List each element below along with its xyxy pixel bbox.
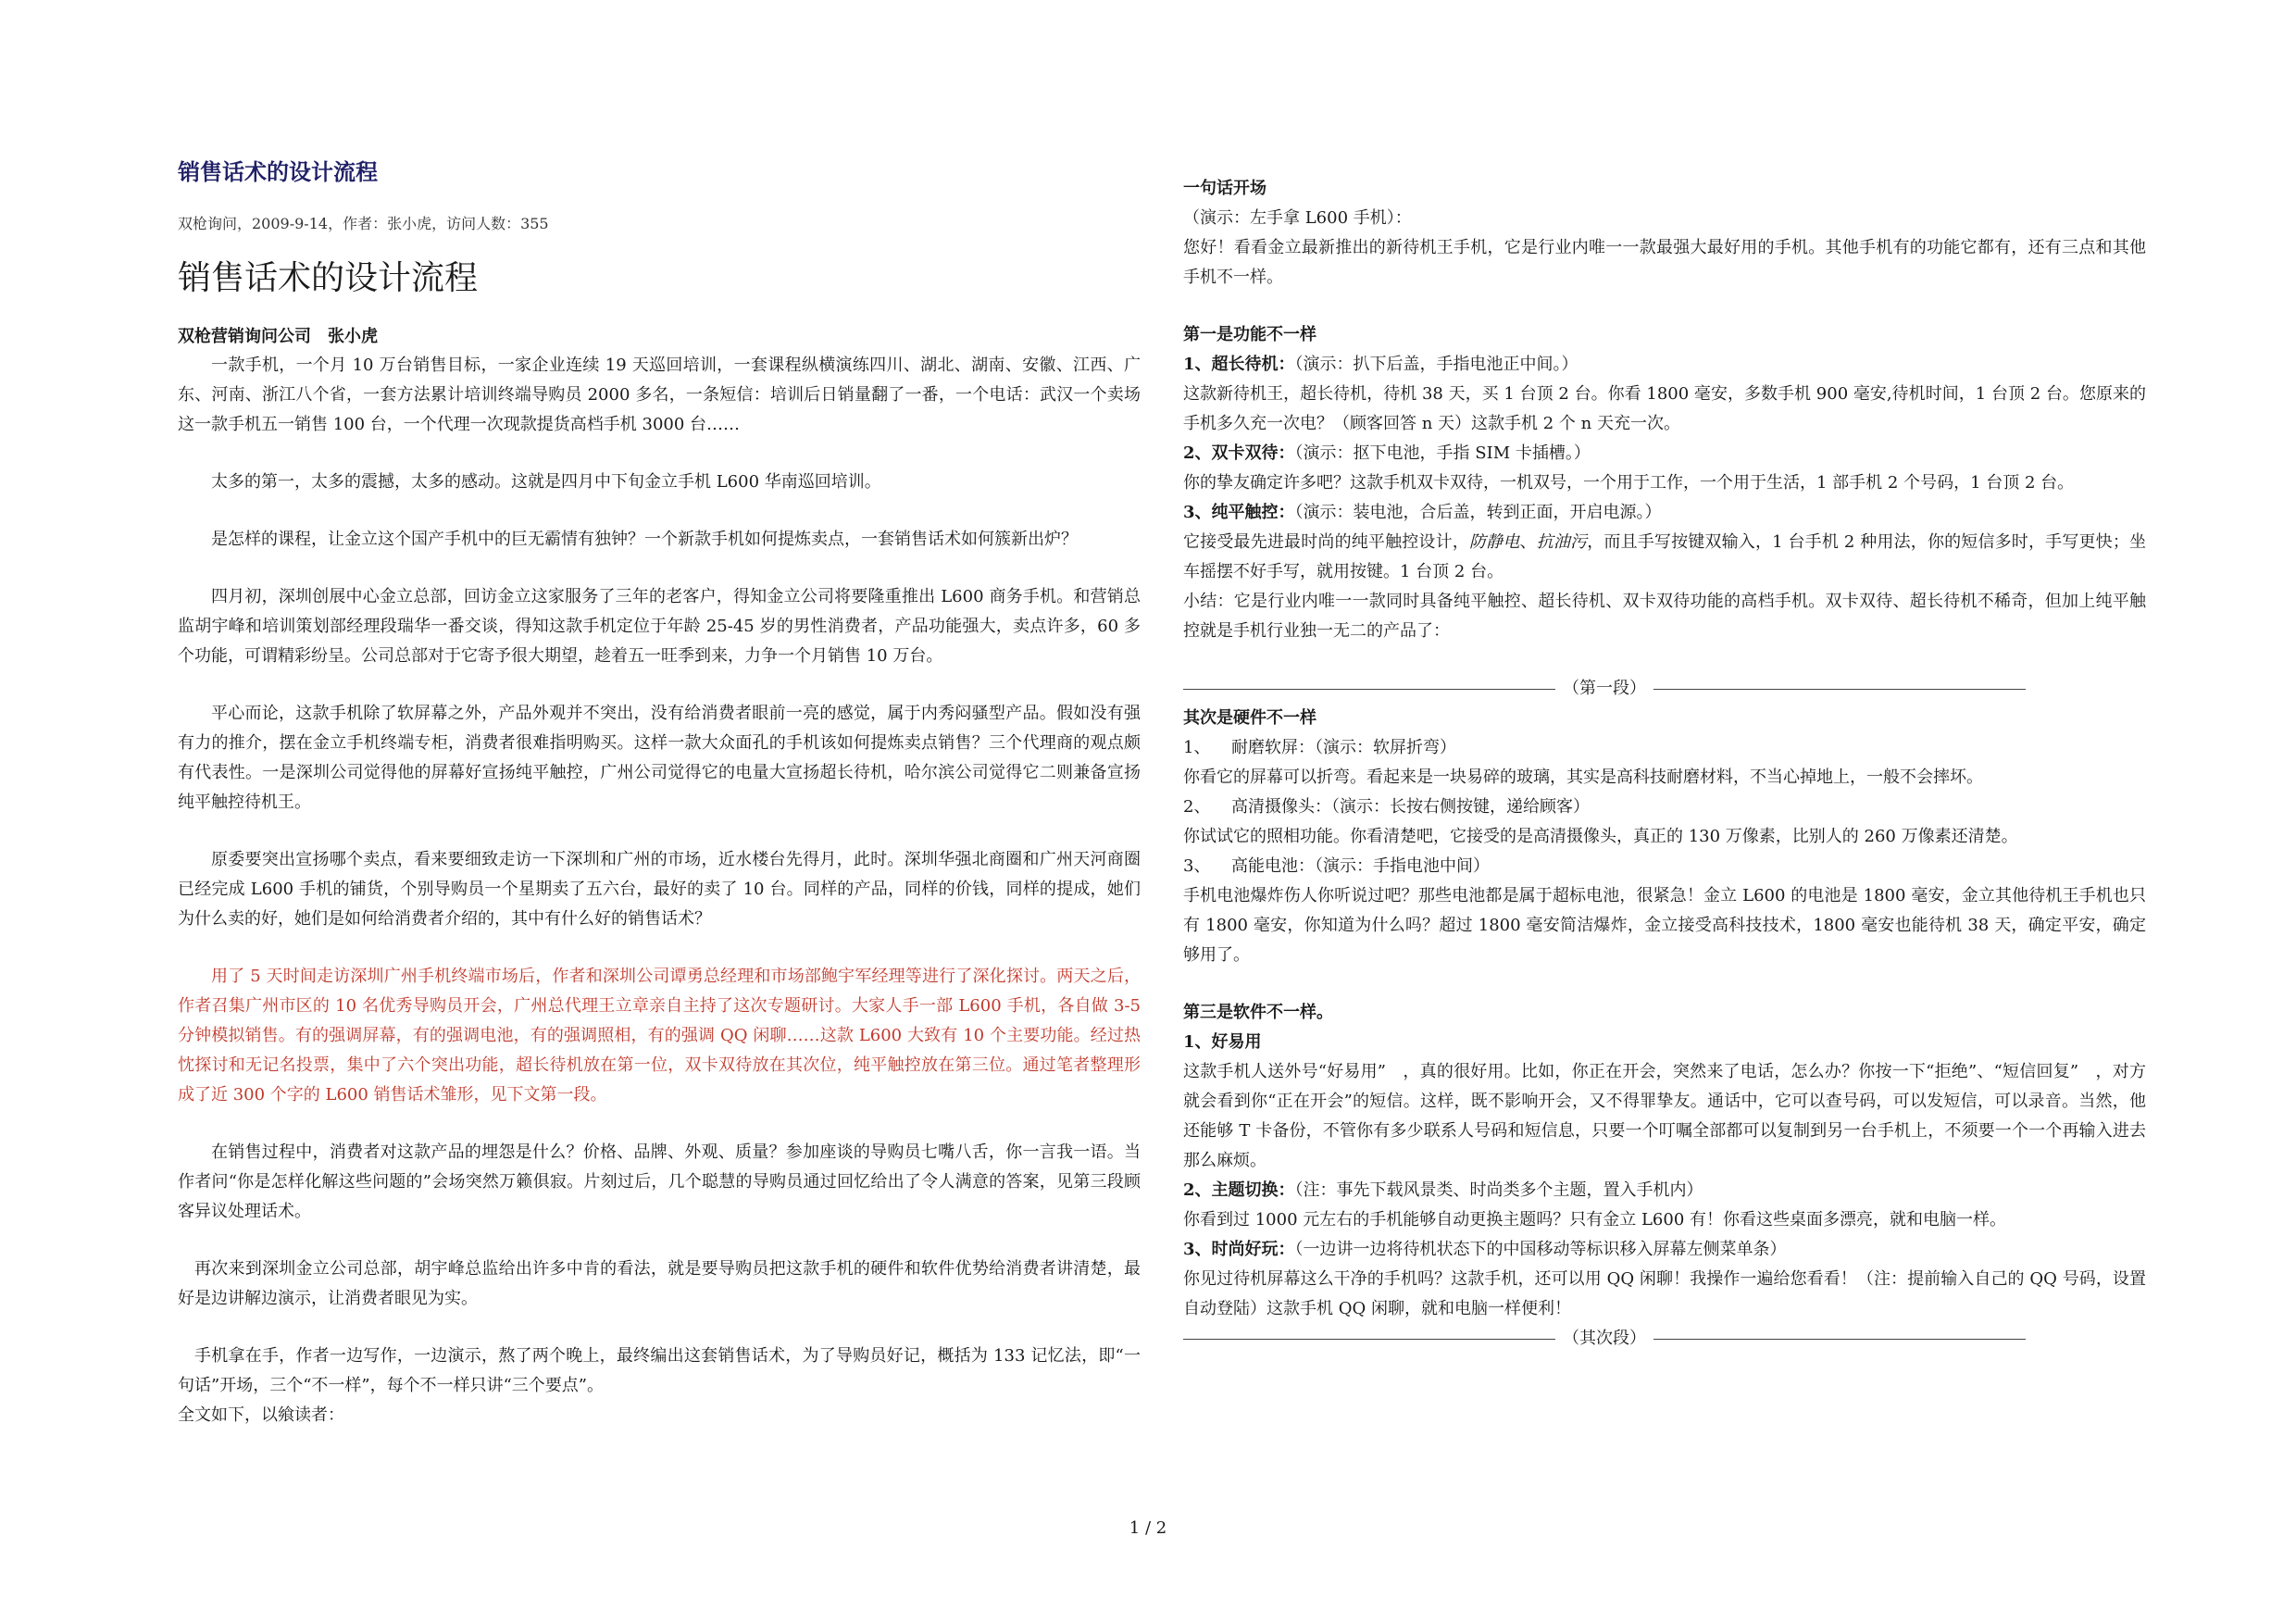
right-column: [1183, 174, 2146, 1354]
section-1-item-3-text: 它接受最先进最时尚的纯平触控设计，防静电、抗油污，而且手写按键双输入，1 台手机 2 种用法，你的短信多时，手写更快；坐车摇摆不好手写，就用按键。1 台顶 2 台。: [1183, 532, 2147, 581]
section-1-summary: 小结：它是行业内唯一一款同时具备纯平触控、超长待机、双卡双待功能的高档手机。双卡双待、超长待机不稀奇，但加上纯平触控就是手机行业独一无二的产品了：: [1183, 592, 2146, 641]
section-divider: [1183, 674, 2026, 704]
paragraph-5: 平心而论，这款手机除了软屏幕之外，产品外观并不突出，没有给消费者眼前一亮的感觉，属于内秀闷骚型产品。假如没有强有力的推介，摆在金立手机终端专柜，消费者很难指明购买。这样一款大众面孔的手机该如何提炼卖点销售？三个代理商的观点颇有代表性。一是深圳公司觉得他的屏幕好宣扬纯平触控，广州公司觉得它的电量大宣扬超长待机，哈尔滨公司觉得它二则兼备宣扬纯平触控待机王。: [178, 704, 1141, 812]
item-label: 3、时尚好玩：: [1183, 1240, 1295, 1259]
divider-label: （第一段）: [1563, 679, 1646, 698]
paragraph-1: 一款手机，一个月 10 万台销售目标，一家企业连续 19 天巡回培训，一套课程纵横演练四川、湖北、湖南、安徽、江西、广东、河南、浙江八个省，一套方法累计培训终端导购员 2000 多名，一条短信：培训后日销量翻了一番，一个电话：武汉一个卖场这一款手机五一销售 100 台，一个代理一次现款提货高档手机 3000 台……: [178, 356, 1141, 434]
section-2-item-3: 3、 高能电池：（演示：手指电池中间）: [1183, 856, 1490, 876]
item-demo: （注：事先下载风景类、时尚类多个主题，置入手机内）: [1294, 1180, 1703, 1200]
opening-demo: （演示：左手拿 L600 手机）：: [1183, 208, 1412, 228]
italic-phrase: 抗油污: [1536, 532, 1588, 552]
section-3-item-3-text: 你见过待机屏幕这么干净的手机吗？这款手机，还可以用 QQ 闲聊！我操作一遍给您看看！（注：提前输入自己的 QQ 号码，设置自动登陆）这款手机 QQ 闲聊，就和电脑一样便利！: [1183, 1269, 2146, 1318]
section-2-item-3-text: 手机电池爆炸伤人你听说过吧？那些电池都是属于超标电池，很紧急！金立 L600 的电池是 1800 毫安，金立其他待机王手机也只有 1800 毫安，你知道为什么吗？超过 1800 毫安简洁爆炸，金立接受高科技技术，1800 毫安也能待机 38 天，确定平安，确定够用了。: [1183, 886, 2146, 965]
item-label: 2、双卡双待：: [1183, 443, 1295, 463]
opening-text: 您好！看看金立最新推出的新待机王手机，它是行业内唯一一款最强大最好用的手机。其他手机有的功能它都有，还有三点和其他手机不一样。: [1183, 238, 2146, 287]
paragraph-7-highlight: 用了 5 天时间走访深圳广州手机终端市场后，作者和深圳公司谭勇总经理和市场部鲍宇军经理等进行了深化探讨。两天之后，作者召集广州市区的 10 名优秀导购员开会，广州总代理王立章亲自主持了这次专题研讨。大家人手一部 L600 手机，各自做 3-5 分钟模拟销售。有的强调屏幕，有的强调电池，有的强调照相，有的强调 QQ 闲聊……这款 L600 大致有 10 个主要功能。经过热忱探讨和无记名投票，集中了六个突出功能，超长待机放在第一位，双卡双待放在其次位，纯平触控放在第三位。通过笔者整理形成了近 300 个字的 L600 销售话术雏形，见下文第一段。: [178, 967, 1141, 1105]
item-demo: （演示：扒下后盖，手指电池正中间。）: [1294, 355, 1578, 374]
opening-heading: 一句话开场: [1183, 179, 1267, 198]
divider-label: （其次段）: [1563, 1329, 1646, 1348]
italic-phrase: 防静电: [1468, 532, 1520, 552]
section-1-item-2-text: 你的挚友确定许多吧？这款手机双卡双待，一机双号，一个用于工作，一个用于生活，1 部手机 2 个号码，1 台顶 2 台。: [1183, 473, 2075, 493]
paragraph-4: 四月初，深圳创展中心金立总部，回访金立这家服务了三年的老客户，得知金立公司将要隆重推出 L600 商务手机。和营销总监胡宇峰和培训策划部经理段瑞华一番交谈，得知这款手机定位于年龄 25-45 岁的男性消费者，产品功能强大，卖点许多，60 多个功能，可谓精彩纷呈。公司总部对于它寄予很大期望，趁着五一旺季到来，力争一个月销售 10 万台。: [178, 587, 1141, 666]
section-1-item-1-text: 这款新待机王，超长待机，待机 38 天，买 1 台顶 2 台。你看 1800 毫安，多数手机 900 毫安,待机时间，1 台顶 2 台。您原来的手机多久充一次电？（顾客回答 n 天）这款手机 2 个 n 天充一次。: [1183, 384, 2146, 433]
section-2-item-1: 1、 耐磨软屏：（演示：软屏折弯）: [1183, 738, 1456, 757]
paragraph-10: 手机拿在手，作者一边写作，一边演示，熬了两个晚上，最终编出这套销售话术，为了导购员好记，概括为 133 记忆法，即“一句话”开场，三个“不一样”，每个不一样只讲“三个要点”。: [178, 1346, 1141, 1395]
paragraph-6: 原委要突出宣扬哪个卖点，看来要细致走访一下深圳和广州的市场，近水楼台先得月，此时。深圳华强北商圈和广州天河商圈已经完成 L600 手机的铺货，个别导购员一个星期卖了五六台，最好的卖了 10 台。同样的产品，同样的价钱，同样的提成，她们为什么卖的好，她们是如何给消费者介绍的，其中有什么好的销售话术？: [178, 850, 1141, 929]
paragraph-11: 全文如下，以飨读者：: [178, 1405, 344, 1425]
section-3-item-2-text: 你看到过 1000 元左右的手机能够自动更换主题吗？只有金立 L600 有！你看这些桌面多漂亮，就和电脑一样。: [1183, 1210, 2007, 1230]
section-divider: [1183, 1324, 2026, 1354]
article-head-title: 销售话术的设计流程: [178, 158, 378, 185]
section-2-item-1-text: 你看它的屏幕可以折弯。看起来是一块易碎的玻璃，其实是高科技耐磨材料，不当心掉地上，一般不会摔坏。: [1183, 768, 1983, 787]
item-demo: （一边讲一边将待机状态下的中国移动等标识移入屏幕左侧菜单条）: [1294, 1240, 1787, 1259]
paragraph-2: 太多的第一，太多的震撼，太多的感动。这就是四月中下旬金立手机 L600 华南巡回培训。: [211, 472, 881, 492]
paragraph-3: 是怎样的课程，让金立这个国产手机中的巨无霸情有独钟？一个新款手机如何提炼卖点，一套销售话术如何簇新出炉？: [211, 530, 1078, 549]
section-3-item-2: [1183, 1176, 2146, 1205]
item-label: 3、纯平触控：: [1183, 503, 1295, 522]
article-meta: 双枪询问，2009-9-14，作者：张小虎，访问人数：355: [178, 215, 549, 232]
section-3-item-3: [1183, 1235, 2146, 1265]
section-2-item-2-text: 你试试它的照相功能。你看清楚吧，它接受的是高清摄像头，真正的 130 万像素，比别人的 260 万像素还清楚。: [1183, 827, 2018, 846]
section-3-item-1-label: 1、好易用: [1183, 1032, 1262, 1052]
page-number: 1 / 2: [1129, 1518, 1167, 1538]
section-1-item-3: [1183, 498, 2146, 528]
section-3-item-1-text: 这款手机人送外号“好易用” ，真的很好用。比如，你正在开会，突然来了电话，怎么办？你按一下“拒绝”、“短信回复” ，对方就会看到你“正在开会”的短信。这样，既不影响开会，又不得罪挚友。通话中，它可以查号码，可以发短信，可以录音。当然，他还能够 T 卡备份，不管你有多少联系人号码和短信息，只要一个叮嘱全部都可以复制到另一台手机上，不须要一个一个再输入进去那么麻烦。: [1183, 1062, 2146, 1170]
section-3-heading: 第三是软件不一样。: [1183, 1003, 1333, 1022]
item-demo: （演示：抠下电池，手指 SIM 卡插槽。）: [1294, 443, 1591, 463]
item-label: 2、主题切换：: [1183, 1180, 1295, 1200]
section-2-heading: 其次是硬件不一样: [1183, 708, 1316, 728]
section-1-item-2: [1183, 439, 2146, 468]
left-column: [178, 146, 1141, 1430]
section-2-item-2: 2、 高清摄像头：（演示：长按右侧按键，递给顾客）: [1183, 797, 1590, 817]
paragraph-9: 再次来到深圳金立公司总部，胡宇峰总监给出许多中肯的看法，就是要导购员把这款手机的硬件和软件优势给消费者讲清楚，最好是边讲解边演示，让消费者眼见为实。: [178, 1259, 1141, 1308]
item-demo: （演示：装电池，合后盖，转到正面，开启电源。）: [1294, 503, 1662, 522]
byline: 双枪营销询问公司 张小虎: [178, 327, 378, 346]
section-1-item-1: [1183, 350, 2146, 380]
section-1-heading: 第一是功能不一样: [1183, 325, 1316, 344]
item-label: 1、超长待机：: [1183, 355, 1295, 374]
paragraph-8: 在销售过程中，消费者对这款产品的埋怨是什么？价格、品牌、外观、质量？参加座谈的导购员七嘴八舌，你一言我一语。当作者问“你是怎样化解这些问题的”会场突然万籁俱寂。片刻过后，几个聪慧的导购员通过回忆给出了令人满意的答案，见第三段顾客异议处理话术。: [178, 1142, 1141, 1221]
page-title: 销售话术的设计流程: [178, 259, 479, 297]
